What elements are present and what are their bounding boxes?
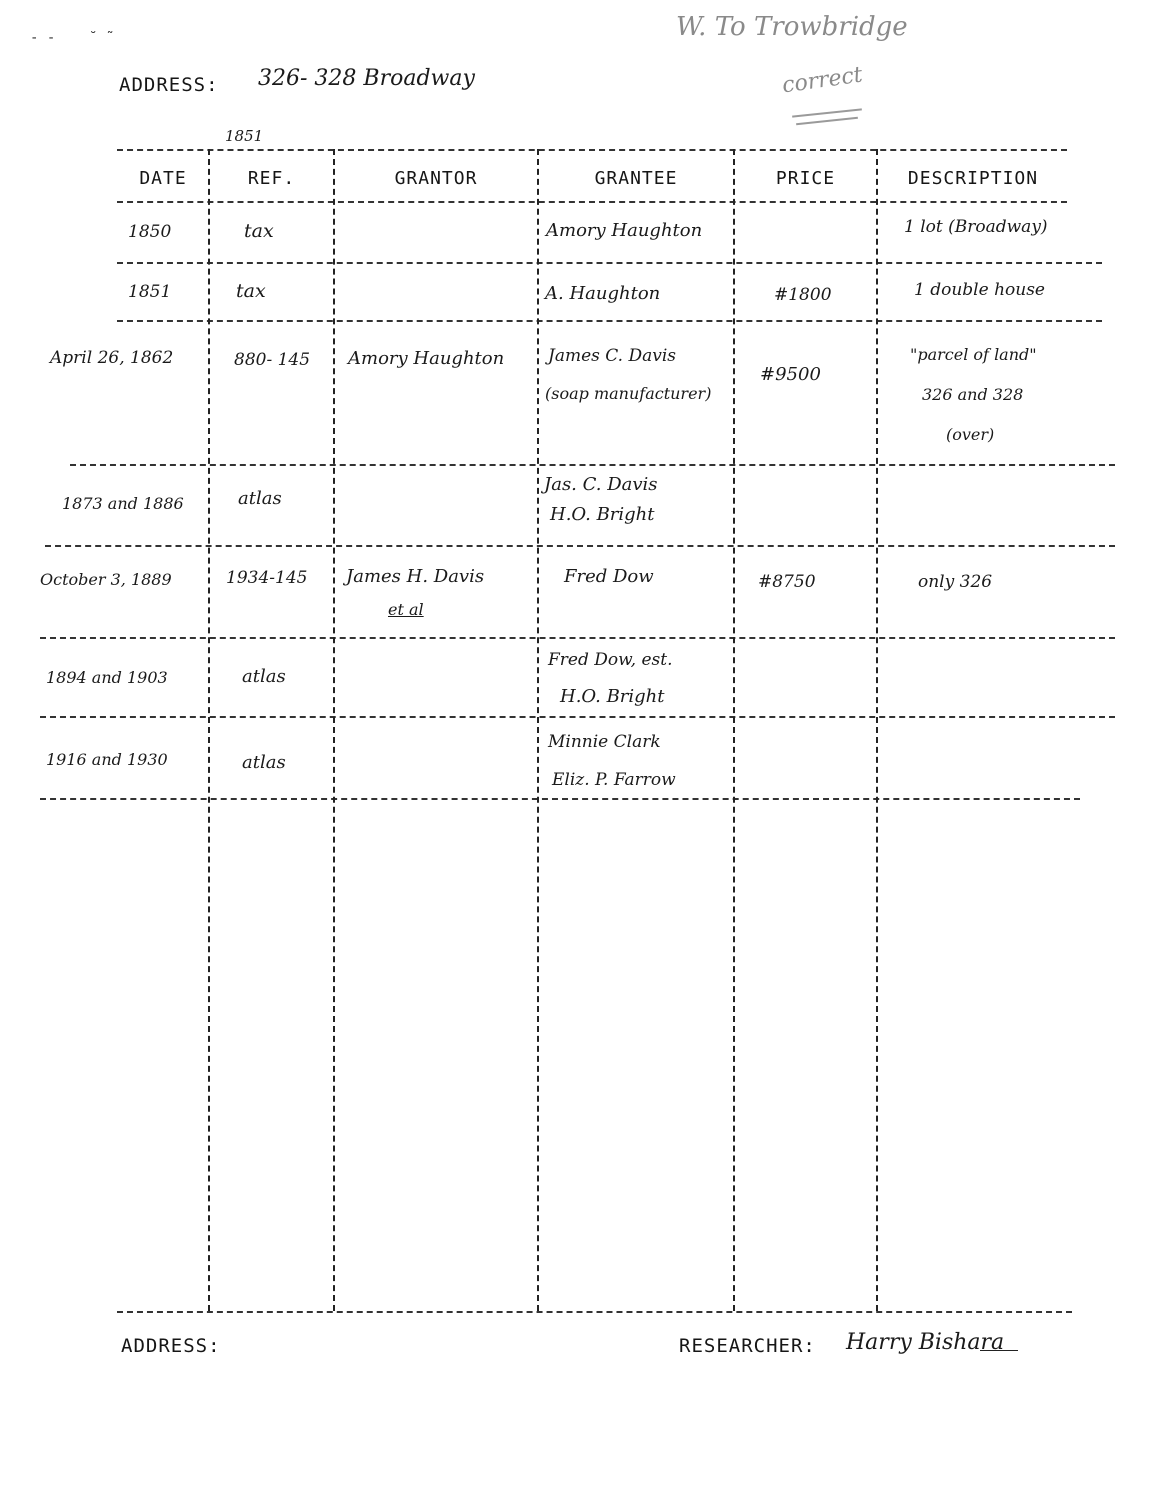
column-header-date: DATE (139, 168, 187, 189)
row-6-ref: atlas (242, 666, 286, 687)
row-line-2 (117, 320, 1102, 322)
row-3-ref: 880- 145 (234, 350, 311, 370)
row-line-3 (70, 464, 1115, 466)
row-line-1 (117, 262, 1102, 264)
row-3-description-line-3: (over) (946, 425, 995, 444)
row-3-date: April 26, 1862 (50, 348, 174, 368)
row-7-grantee-line-2: Eliz. P. Farrow (552, 770, 676, 790)
researcher-signature: Harry Bishara (846, 1330, 1005, 1355)
row-2-date: 1851 (128, 282, 172, 302)
row-2-description: 1 double house (914, 280, 1045, 300)
signature-tail (980, 1350, 1018, 1351)
row-4-grantee-line-2: H.O. Bright (550, 504, 655, 525)
row-line-5 (40, 637, 1115, 639)
row-1-description: 1 lot (Broadway) (904, 217, 1048, 237)
column-header-grantor: GRANTOR (394, 168, 478, 189)
pencil-underline (792, 108, 862, 117)
pencil-note-trowbridge: W. To Trowbridge (676, 12, 908, 42)
table-bottom-line (117, 1311, 1072, 1313)
row-2-grantee: A. Haughton (545, 283, 661, 304)
column-header-price: PRICE (775, 168, 836, 189)
stray-marks: ‐ ‐ ˘ ˜ (30, 30, 115, 46)
row-3-grantee-line-1: James C. Davis (548, 346, 676, 366)
row-6-date: 1894 and 1903 (46, 668, 168, 687)
row-line-4 (45, 545, 1115, 547)
row-4-date: 1873 and 1886 (62, 494, 184, 513)
row-3-price: #9500 (760, 364, 821, 385)
header-bottom-line (117, 201, 1067, 203)
row-2-ref: tax (236, 280, 266, 302)
row-5-date: October 3, 1889 (40, 570, 172, 589)
row-5-grantor: James H. Davis (346, 566, 485, 587)
column-divider-3 (537, 149, 539, 1311)
address-label: ADDRESS: (119, 74, 219, 96)
researcher-label: RESEARCHER: (679, 1335, 816, 1357)
ref-year-note: 1851 (225, 127, 264, 145)
column-divider-4 (733, 149, 735, 1311)
row-7-date: 1916 and 1930 (46, 750, 168, 769)
row-7-grantee-line-1: Minnie Clark (548, 732, 661, 752)
row-6-grantee-line-1: Fred Dow, est. (548, 650, 673, 670)
row-line-7 (40, 798, 1080, 800)
row-5-grantee: Fred Dow (564, 566, 654, 587)
table-top-line (117, 149, 1067, 151)
row-3-description-line-2: 326 and 328 (922, 385, 1024, 404)
column-divider-5 (876, 149, 878, 1311)
pencil-underline-2 (796, 117, 858, 125)
row-5-grantor-note: et al (388, 600, 424, 619)
pencil-note-correct: correct (780, 62, 865, 99)
row-7-ref: atlas (242, 752, 286, 773)
footer-address-label: ADDRESS: (121, 1335, 221, 1357)
row-1-date: 1850 (128, 222, 172, 242)
column-header-grantee: GRANTEE (594, 168, 678, 189)
row-line-6 (40, 716, 1115, 718)
row-5-description: only 326 (918, 572, 993, 592)
row-2-price: #1800 (774, 285, 832, 305)
column-divider-1 (208, 149, 210, 1311)
row-3-description-line-1: "parcel of land" (910, 345, 1037, 364)
address-value: 326- 328 Broadway (258, 66, 475, 91)
row-3-grantee-line-2: (soap manufacturer) (545, 384, 712, 403)
row-3-grantor: Amory Haughton (348, 348, 505, 369)
column-header-ref: REF. (247, 168, 296, 189)
row-4-grantee-line-1: Jas. C. Davis (544, 474, 658, 495)
row-1-ref: tax (244, 220, 274, 242)
column-divider-2 (333, 149, 335, 1311)
row-5-ref: 1934-145 (226, 568, 308, 588)
column-header-description: DESCRIPTION (907, 168, 1039, 189)
row-4-ref: atlas (238, 488, 282, 509)
row-1-grantee: Amory Haughton (546, 220, 703, 241)
row-6-grantee-line-2: H.O. Bright (560, 686, 665, 707)
row-5-price: #8750 (758, 572, 816, 592)
